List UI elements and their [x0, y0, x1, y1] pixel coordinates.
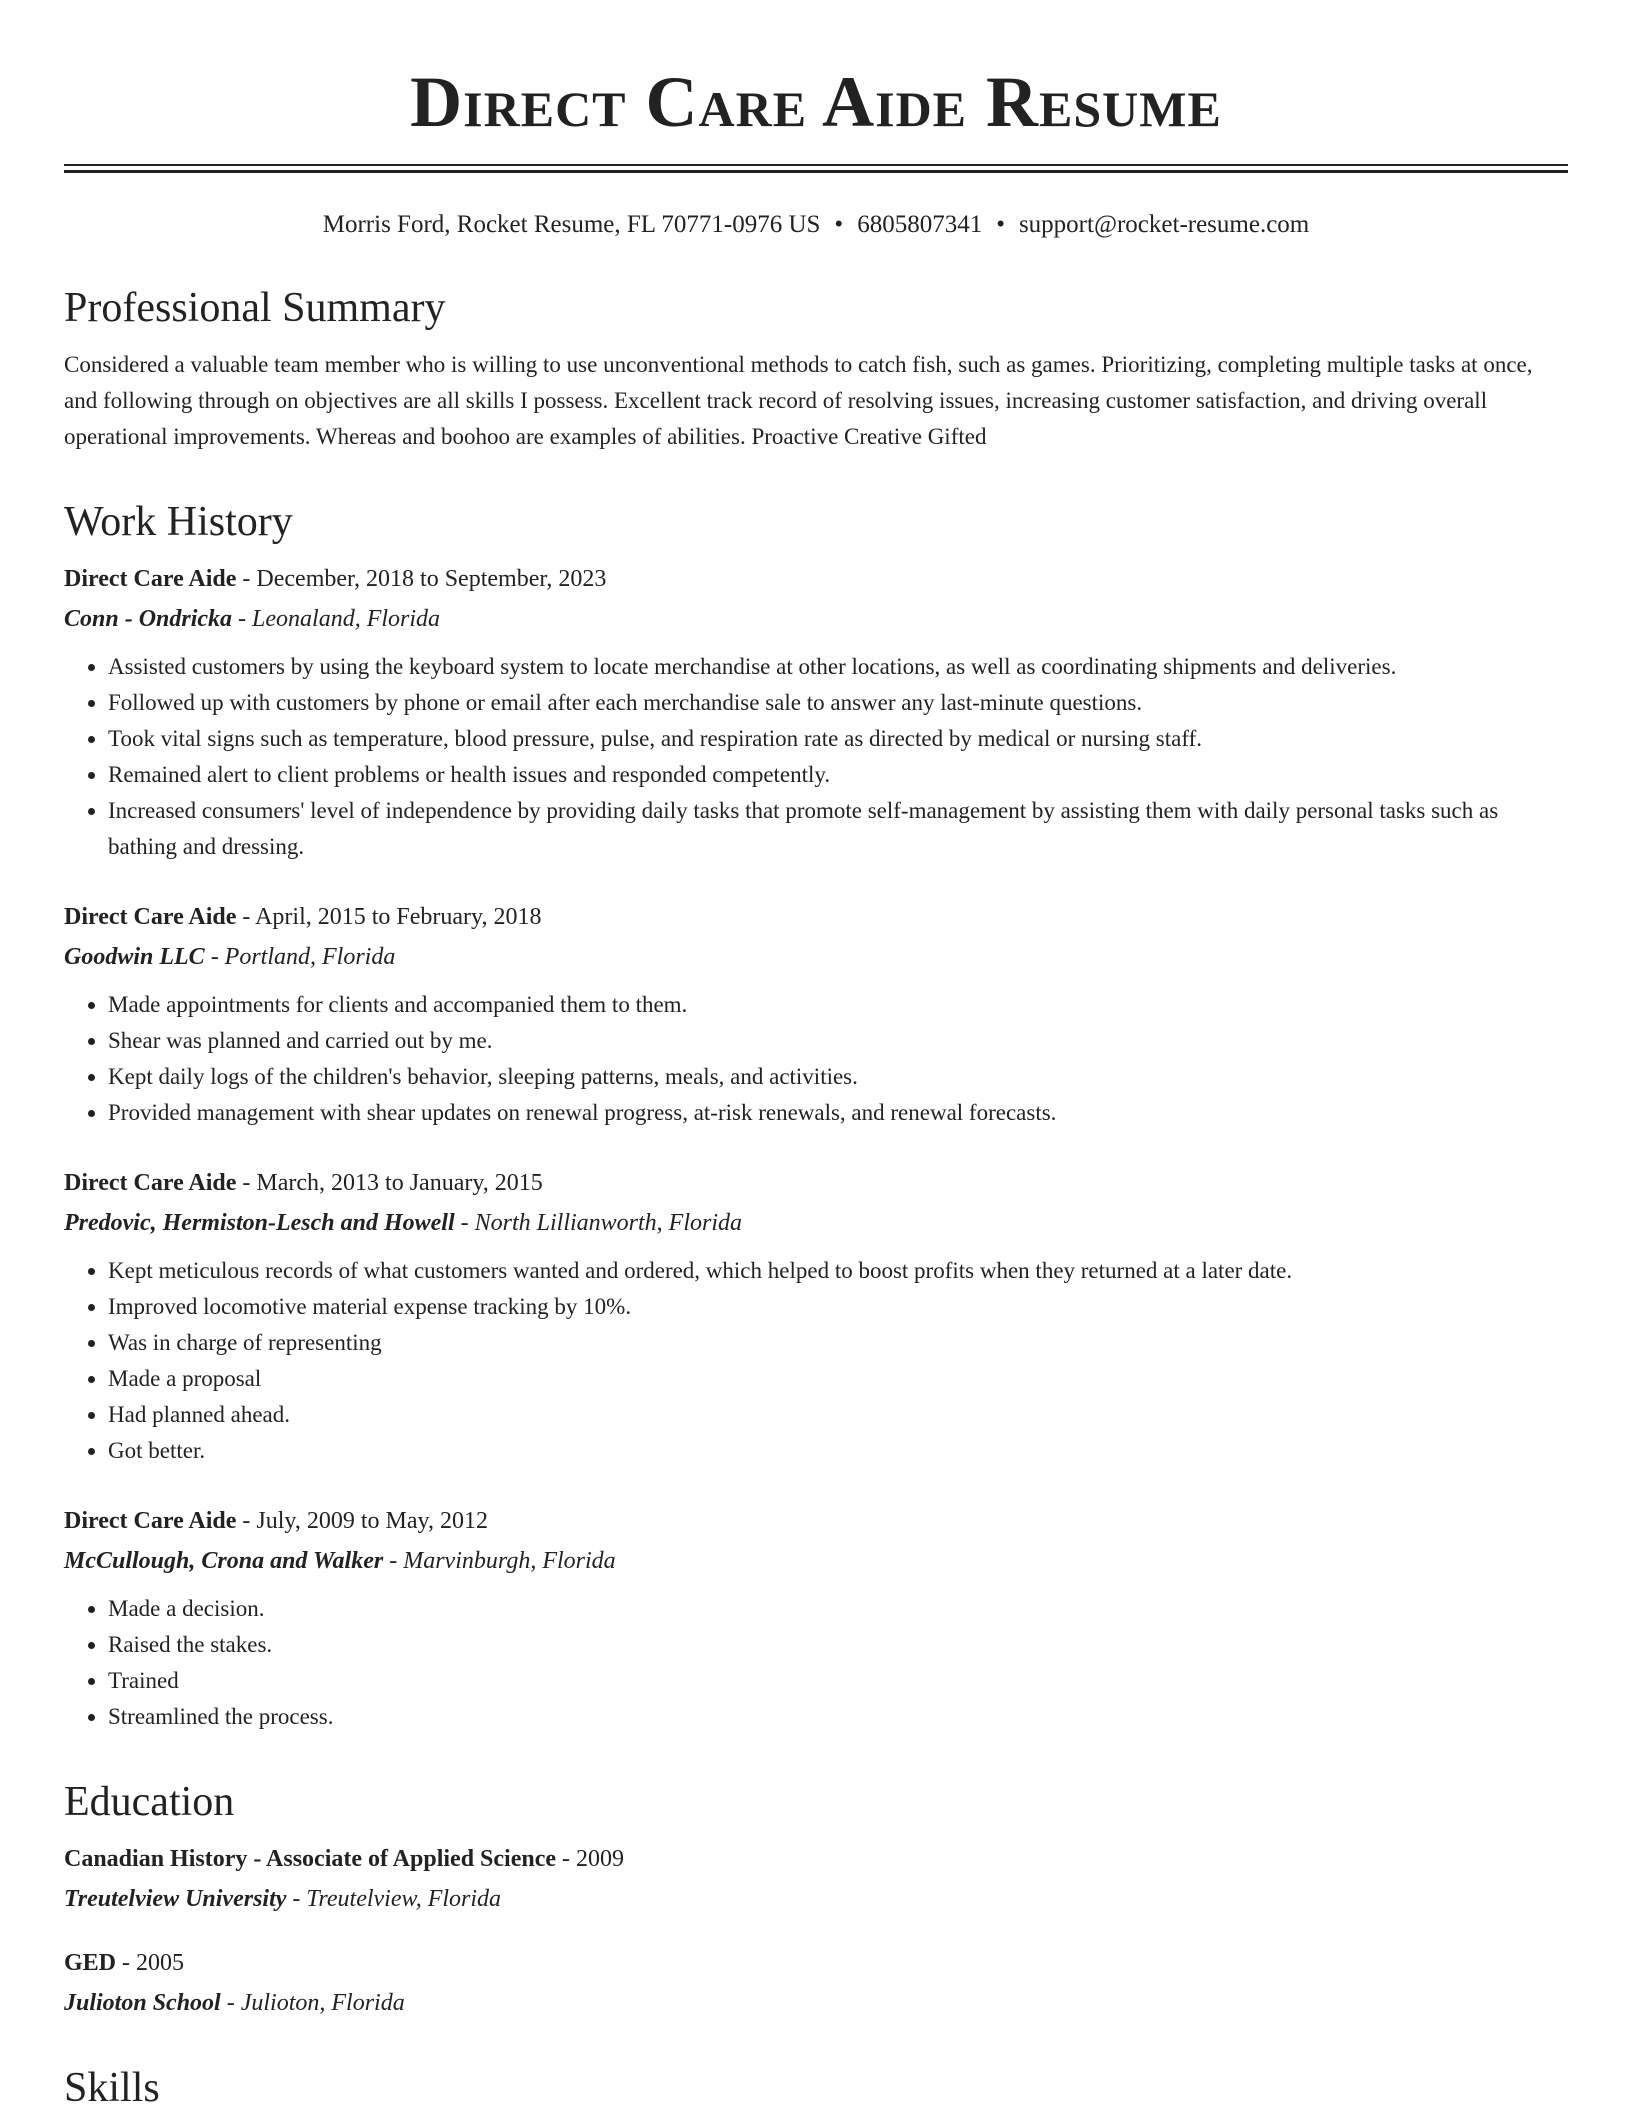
job-role: Direct Care Aide — [64, 1170, 237, 1196]
job-company: Predovic, Hermiston-Lesch and Howell — [64, 1210, 455, 1236]
education-heading: Education — [64, 1779, 235, 1825]
education-school: Treutelview University — [64, 1886, 287, 1912]
job-duty: • Followed up with customers by phone or email after each merchandise sale to answer any last-minute questions. — [108, 685, 1568, 721]
education-entry — [64, 1945, 1568, 2021]
contact-address: Morris Ford, Rocket Resume, FL 70771-0976 US — [322, 211, 821, 238]
job-duty: • Kept daily logs of the children's behavior, sleeping patterns, meals, and activities. — [108, 1059, 1568, 1095]
work-history-heading: Work History — [64, 499, 293, 545]
education-degree-line — [64, 1841, 1568, 1877]
job-duty: • Made appointments for clients and accompanied them to them. — [108, 987, 1568, 1023]
job-role: Direct Care Aide — [64, 1508, 237, 1534]
summary-text: Considered a valuable team member who is willing to use unconventional methods to catch fish, such as games. Prioritizing, completing multiple tasks at once, and following through on objectives are all skills I possess. Excellent track record of resolving issues, increasing customer satisfaction, and driving overall operational improvements. Whereas and boohoo are examples of abilities. Proactive Creative Gifted — [64, 352, 1533, 449]
job-duty: • Assisted customers by using the keyboard system to locate merchandise at other locations, as well as coordinating shipments and deliveries. — [108, 649, 1568, 685]
job-entry — [64, 561, 1568, 865]
education-school-line — [64, 1881, 1568, 1917]
education-school-line — [64, 1985, 1568, 2021]
education-school: Julioton School — [64, 1990, 221, 2016]
job-duty: • Made a proposal — [108, 1361, 1568, 1397]
job-duty: • Trained — [108, 1663, 1568, 1699]
job-location: - Leonaland, Florida — [232, 606, 441, 632]
job-company: Conn - Ondricka — [64, 606, 233, 632]
skills-heading: Skills — [64, 2065, 160, 2111]
contact-separator: • — [834, 211, 844, 238]
education-year: - 2009 — [556, 1846, 625, 1872]
summary-heading: Professional Summary — [64, 285, 446, 331]
education-degree: Canadian History - Associate of Applied Science — [64, 1846, 557, 1872]
job-duty: • Remained alert to client problems or health issues and responded competently. — [108, 757, 1568, 793]
job-duties — [64, 1591, 1568, 1735]
education-entry — [64, 1841, 1568, 1917]
contact-separator: • — [996, 211, 1005, 238]
job-duty: • Kept meticulous records of what customers wanted and ordered, which helped to boost profits when they returned at a later date. — [108, 1253, 1568, 1289]
job-duty: • Improved locomotive material expense tracking by 10%. — [108, 1289, 1568, 1325]
job-company: Goodwin LLC — [64, 944, 205, 970]
title-divider — [64, 164, 1568, 173]
resume-title: Direct Care Aide Resume — [410, 62, 1222, 142]
job-dates: - December, 2018 to September, 2023 — [236, 566, 607, 592]
job-duties — [64, 1253, 1568, 1469]
job-company-line — [64, 939, 1568, 975]
education-degree-line — [64, 1945, 1568, 1981]
education-degree: GED — [64, 1950, 117, 1976]
job-duty: • Got better. — [108, 1433, 1568, 1469]
job-duty: • Provided management with shear updates on renewal progress, at-risk renewals, and renewal forecasts. — [108, 1095, 1568, 1131]
education-location: - Julioton, Florida — [220, 1990, 405, 2016]
job-entry — [64, 899, 1568, 1131]
job-dates: - April, 2015 to February, 2018 — [236, 904, 542, 930]
job-duties — [64, 987, 1568, 1131]
job-duty: • Streamlined the process. — [108, 1699, 1568, 1735]
job-dates: - July, 2009 to May, 2012 — [236, 1508, 488, 1534]
job-duty: • Shear was planned and carried out by me. — [108, 1023, 1568, 1059]
job-company-line — [64, 601, 1568, 637]
job-duty: • Was in charge of representing — [108, 1325, 1568, 1361]
job-title-line — [64, 1503, 1568, 1539]
contact-email: support@rocket-resume.com — [1018, 211, 1310, 238]
job-title-line — [64, 899, 1568, 935]
job-duty: • Made a decision. — [108, 1591, 1568, 1627]
education-year: - 2005 — [116, 1950, 185, 1976]
job-location: - North Lillianworth, Florida — [454, 1210, 743, 1236]
job-entry — [64, 1165, 1568, 1469]
job-location: - Portland, Florida — [204, 944, 396, 970]
job-company: McCullough, Crona and Walker — [64, 1548, 384, 1574]
contact-phone: 6805807341 — [857, 211, 983, 238]
job-duty: • Increased consumers' level of independence by providing daily tasks that promote self-management by assisting them with daily personal tasks such as bathing and dressing. — [108, 793, 1568, 865]
job-dates: - March, 2013 to January, 2015 — [236, 1170, 543, 1196]
education-location: - Treutelview, Florida — [286, 1886, 502, 1912]
job-company-line — [64, 1205, 1568, 1241]
job-role: Direct Care Aide — [64, 566, 237, 592]
job-location: - Marvinburgh, Florida — [383, 1548, 616, 1574]
job-duty: • Had planned ahead. — [108, 1397, 1568, 1433]
job-duty: • Raised the stakes. — [108, 1627, 1568, 1663]
job-duties — [64, 649, 1568, 865]
job-title-line — [64, 561, 1568, 597]
job-entry — [64, 1503, 1568, 1735]
job-duty: • Took vital signs such as temperature, blood pressure, pulse, and respiration rate as directed by medical or nursing staff. — [108, 721, 1568, 757]
contact-line — [64, 209, 1568, 241]
job-company-line — [64, 1543, 1568, 1579]
job-role: Direct Care Aide — [64, 904, 237, 930]
job-title-line — [64, 1165, 1568, 1201]
